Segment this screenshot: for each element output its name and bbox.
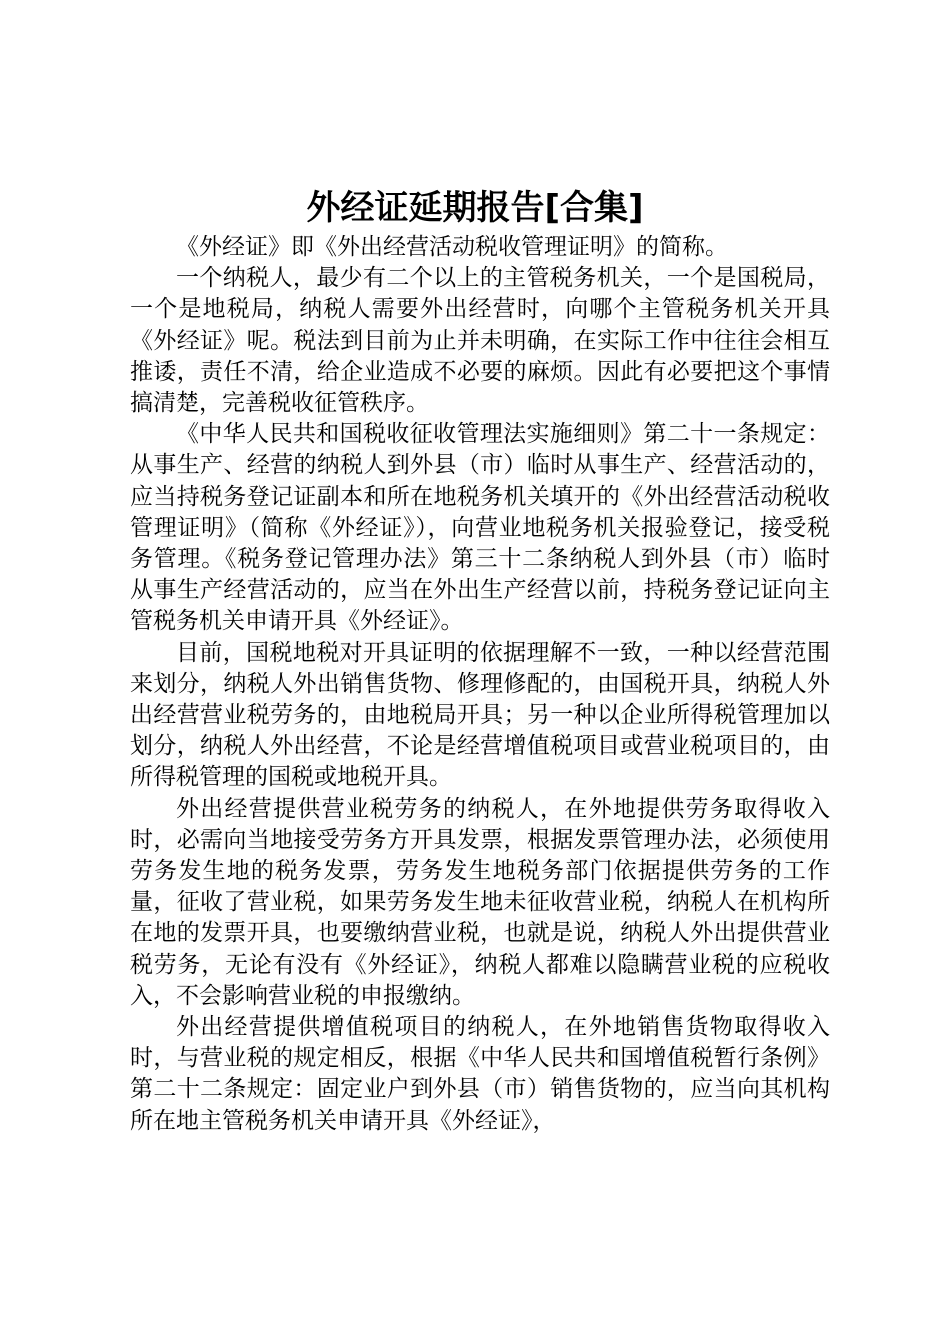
document-title: 外经证延期报告[合集]	[306, 188, 644, 228]
paragraph: 目前，国税地税对开具证明的依据理解不一致，一种以经营范围来划分，纳税人外出销售货物、修理修配的，由国税开具，纳税人外出经营营业税劳务的，由地税局开具；另一种以企业所得税管理加以划分，纳税人外出经营，不论是经营增值税项目或营业税项目的，由所得税管理的国税或地税开具。	[130, 639, 830, 791]
document-body	[130, 232, 830, 1137]
paragraph: 外出经营提供增值税项目的纳税人，在外地销售货物取得收入时，与营业税的规定相反，根据《中华人民共和国增值税暂行条例》第二十二条规定：固定业户到外县（市）销售货物的，应当向其机构所在地主管税务机关申请开具《外经证》，	[130, 1014, 830, 1134]
paragraph: 外出经营提供营业税劳务的纳税人，在外地提供劳务取得收入时，必需向当地接受劳务方开具发票，根据发票管理办法，必须使用劳务发生地的税务发票，劳务发生地税务部门依据提供劳务的工作量，征收了营业税，如果劳务发生地未征收营业税，纳税人在机构所在地的发票开具，也要缴纳营业税，也就是说，纳税人外出提供营业税劳务，无论有没有《外经证》，纳税人都难以隐瞒营业税的应税收入，不会影响营业税的申报缴纳。	[130, 795, 830, 1009]
paragraph: 一个纳税人，最少有二个以上的主管税务机关，一个是国税局，一个是地税局，纳税人需要外出经营时，向哪个主管税务机关开具《外经证》呢。税法到目前为止并未明确，在实际工作中往往会相互推诿，责任不清，给企业造成不必要的麻烦。因此有必要把这个事情搞清楚，完善税收征管秩序。	[130, 265, 830, 417]
paragraph: 《外经证》即《外出经营活动税收管理证明》的简称。	[176, 234, 728, 260]
paragraph: 《中华人民共和国税收征收管理法实施细则》第二十一条规定：从事生产、经营的纳税人到外县（市）临时从事生产、经营活动的，应当持税务登记证副本和所在地税务机关填开的《外出经营活动税收管理证明》（简称《外经证》），向营业地税务机关报验登记，接受税务管理。《税务登记管理办法》第三十二条纳税人到外县（市）临时从事生产经营活动的，应当在外出生产经营以前，持税务登记证向主管税务机关申请开具《外经证》。	[130, 421, 830, 635]
